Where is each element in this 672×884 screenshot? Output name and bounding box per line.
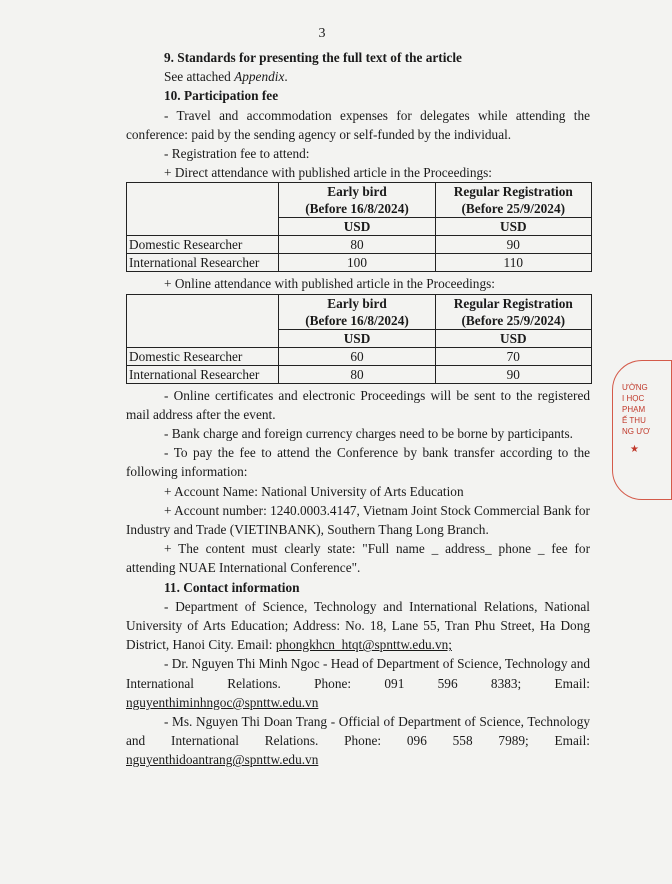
seal-text (622, 382, 650, 437)
payment-instructions: - To pay the fee to attend the Conference by bank transfer according to the following information: (126, 445, 590, 480)
ngoc-contact (126, 654, 590, 712)
ngoc-details: - Dr. Nguyen Thi Minh Ngoc - Head of Department of Science, Technology and International Relations. Phone: 091 596 8383; Email: (126, 656, 590, 691)
early-bird-date: (Before 16/8/2024) (305, 201, 409, 217)
table-corner-cell (127, 294, 279, 347)
trang-email-link[interactable]: nguyenthidoantrang@spnttw.edu.vn (126, 752, 319, 768)
appendix-ref-prefix: See attached (164, 69, 235, 85)
regular-date: (Before 25/9/2024) (461, 312, 566, 328)
certificates-text: - Online certificates and electronic Proceedings will be sent to the registered mail address after the event. (126, 387, 590, 422)
table-row (127, 236, 592, 254)
regular-header (435, 183, 591, 218)
section-9-text (126, 67, 590, 86)
regular-header (435, 294, 591, 329)
department-details: - Department of Science, Technology and International Relations, National University of Arts Education; Address: No. 18, Lane 55, Tran Phu Street, Ha Dong District, Hanoi City. Email: (126, 598, 590, 653)
early-bird-title: Early bird (327, 184, 387, 200)
page-content (126, 48, 590, 770)
early-fee: 60 (279, 347, 435, 365)
section-9-heading: 9. Standards for presenting the full text of the article (164, 50, 462, 65)
travel-expenses-text: - Travel and accommodation expenses for delegates while attending the conference: paid by the sending agency or self-funded by the individual. (126, 107, 590, 142)
registration-fee-label: - Registration fee to attend: (164, 146, 310, 162)
account-name: + Account Name: National University of Arts Education (164, 483, 464, 499)
regular-date: (Before 25/9/2024) (461, 201, 566, 217)
direct-fee-table (126, 182, 592, 272)
early-fee: 80 (279, 236, 435, 254)
department-email-link[interactable]: phongkhcn_htqt@spnttw.edu.vn; (275, 637, 452, 653)
table-corner-cell (127, 183, 279, 236)
regular-title: Regular Registration (453, 295, 573, 311)
regular-title: Regular Registration (453, 184, 573, 200)
early-fee: 80 (279, 365, 435, 383)
trang-contact (126, 712, 590, 770)
appendix-ref-suffix: . (284, 69, 288, 85)
star-icon: ★ (630, 444, 639, 455)
seal-line: NG ƯƠ (622, 427, 650, 436)
department-contact (126, 597, 590, 655)
trang-details: - Ms. Nguyen Thi Doan Trang - Official of Department of Science, Technology and International Relations. Phone: 096 558 7989; Email: (126, 714, 590, 749)
regular-fee: 90 (435, 236, 591, 254)
early-bird-header (279, 294, 435, 329)
currency-cell: USD (435, 329, 591, 347)
page-number: 3 (318, 26, 326, 41)
early-bird-header (279, 183, 435, 218)
ngoc-email-link[interactable]: nguyenthiminhngoc@spnttw.edu.vn (126, 694, 319, 710)
table-row (127, 365, 592, 383)
currency-cell: USD (435, 218, 591, 236)
direct-attendance-label: + Direct attendance with published article in the Proceedings: (164, 165, 492, 181)
section-11-heading: 11. Contact information (164, 579, 300, 595)
account-number: + Account number: 1240.0003.4147, Vietnam Joint Stock Commercial Bank for Industry and Trade (VIETINBANK), Southern Thang Long Branch. (126, 502, 590, 538)
table-row (127, 347, 592, 365)
row-label: Domestic Researcher (127, 347, 279, 365)
row-label: Domestic Researcher (127, 236, 279, 254)
regular-fee: 110 (435, 254, 591, 272)
section-10-heading: 10. Participation fee (164, 88, 279, 104)
bank-charge-text: - Bank charge and foreign currency charges need to be borne by participants. (164, 426, 573, 442)
early-bird-date: (Before 16/8/2024) (305, 312, 409, 328)
online-fee-table (126, 294, 592, 384)
seal-line: I HỌC (622, 394, 645, 403)
seal-line: PHẠM (622, 405, 646, 414)
early-bird-title: Early bird (327, 295, 387, 311)
transfer-content-note: + The content must clearly state: "Full name _ address_ phone _ fee for attending NUAE International Conference". (126, 541, 590, 576)
currency-cell: USD (279, 218, 435, 236)
appendix-ref: Appendix (234, 69, 285, 85)
table-row (127, 254, 592, 272)
early-fee: 100 (279, 254, 435, 272)
seal-line: Ế THU (622, 416, 646, 425)
row-label: International Researcher (127, 254, 279, 272)
currency-cell: USD (279, 329, 435, 347)
regular-fee: 70 (435, 347, 591, 365)
seal-line: ƯỜNG (622, 383, 648, 392)
row-label: International Researcher (127, 365, 279, 383)
online-attendance-label: + Online attendance with published article in the Proceedings: (164, 276, 495, 292)
official-seal-stamp (612, 360, 652, 500)
regular-fee: 90 (435, 365, 591, 383)
